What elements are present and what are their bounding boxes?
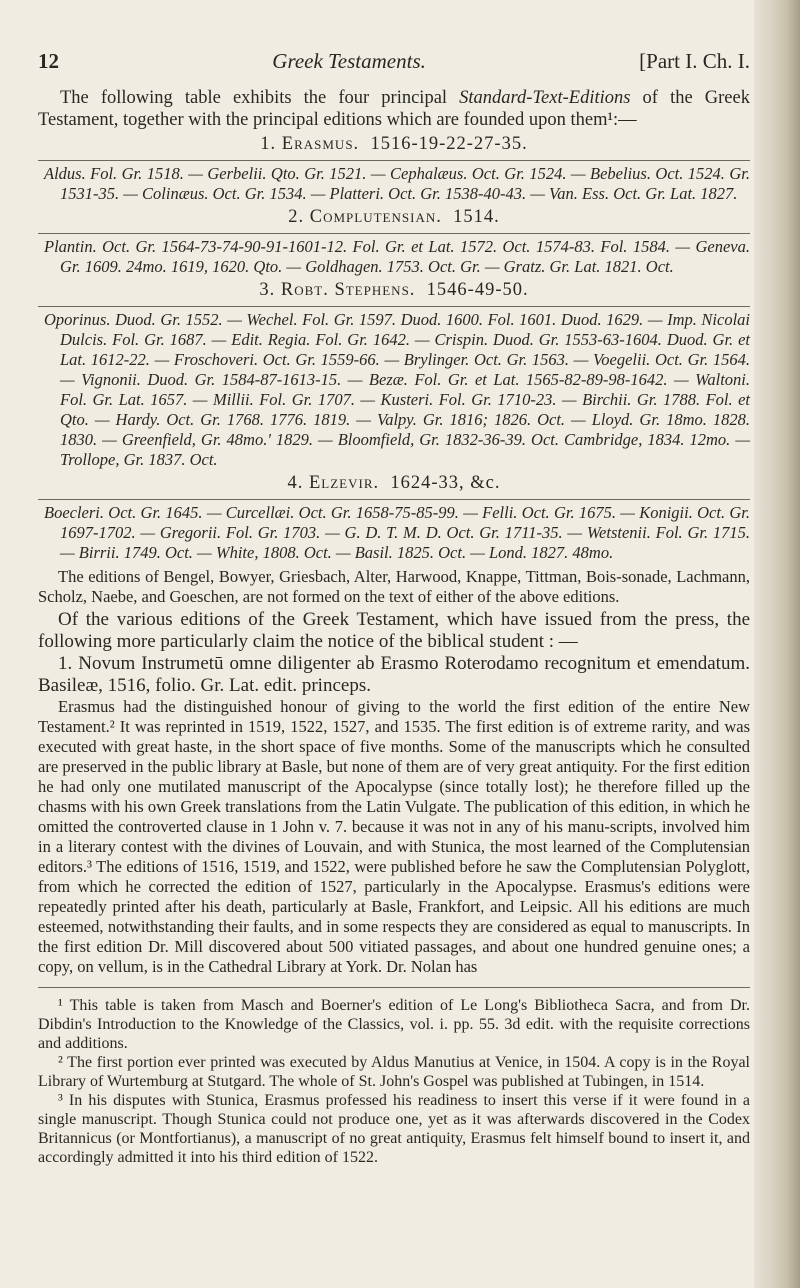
footnote: ³ In his disputes with Stunica, Erasmus professed his readiness to insert this verse if it were found in a single manuscript. Though Stunica could not produce one, yet as it was afterwards discovered in the Codex Britannicus (or Montfortianus), a manuscript of no great antiquity, Erasmus felt himself bound to insert it, and accordingly admitted it into his third edition of 1522.	[38, 1092, 750, 1166]
edition-body: Oporinus. Duod. Gr. 1552. — Wechel. Fol. Gr. 1597. Duod. 1600. Fol. 1601. Duod. 1629. — Imp. Nicolai Dulcis. Fol. Gr. 1687. — Edit. Regia. Fol. Gr. 1642. — Crispin. Duod. Gr. 1553-63-1604. Duod. Gr. et Lat. 1612-22. — Froschoveri. Oct. Gr. 1559-66. — Brylinger. Oct. Gr. 1563. — Voegelii. Oct. Gr. 1564. — Vignonii. Duod. Gr. 1584-87-1613-15. — Bezæ. Fol. Gr. et Lat. 1565-82-89-98-1642. — Waltoni. Fol. Gr. Lat. 1657. — Millii. Fol. Gr. 1707. — Kusteri. Fol. Gr. 1710-23. — Birchii. Gr. 1788. Fol. et Qto. — Hardy. Oct. Gr. 1768. 1776. 1819. — Valpy. Gr. 1816; 1826. Oct. — Lloyd. Gr. 18mo. 1828. 1830. — Greenfield, Gr. 48mo.' 1829. — Bloomfield, Gr. 1832-36-39. Oct. Cambridge, 1834. 12mo. — Trollope, Gr. 1837. Oct.	[44, 310, 750, 469]
intro-text-after: of the Greek Testament, together with the principal editions which are founded upon them¹:—	[38, 88, 750, 130]
erasmus-paragraph: Erasmus had the distinguished honour of giving to the world the first edition of the entire New Testament.² It was reprinted in 1519, 1522, 1527, and 1535. The first edition is of extreme rarity, and was executed with great haste, in the short space of five months. Some of the manuscripts which he consulted are preserved in the public library at Basle, but none of them are of very great antiquity. For the first edition he had only one mutilated manuscript of the Apocalypse (since totally lost); he therefore filled up the chasms with his own Greek translations from the Latin Vulgate. The publication of this edition, in which he omitted the controverted clause in 1 John v. 7. because it was not in any of his manu-scripts, involved him in a literary contest with the divines of Louvain, and with Stunica, the most learned of the Complutensian editors.³ The editions of 1516, 1519, and 1522, were published before he saw the Complutensian Polyglott, from which he corrected the edition of 1527, particularly in the Apocalypse. Erasmus's editions were repeatedly printed after his death, particularly at Basle, Frankfort, and Leipsic. All his editions are much esteemed, notwithstanding their faults, and in some respects they are considered as equal to manuscripts. In the first edition Dr. Mill discovered about 500 vitiated passages, and about one hundred genuine ones; a copy, on vellum, is in the Cathedral Library at York. Dr. Nolan has	[38, 697, 750, 976]
footnote: ¹ This table is taken from Masch and Boerner's edition of Le Long's Bibliotheca Sacra, and from Dr. Dibdin's Introduction to the Knowledge of the Classics, vol. i. pp. 55. 3d edit. with the requisite corrections and additions.	[38, 997, 750, 1052]
footnote-rule	[38, 987, 750, 988]
intro-emphasis: Standard-Text-Editions	[459, 88, 631, 108]
edition-body: Plantin. Oct. Gr. 1564-73-74-90-91-1601-12. Fol. Gr. et Lat. 1572. Oct. 1574-83. Fol. 1584. — Geneva. Gr. 1609. 24mo. 1619, 1620. Qto. — Goldhagen. 1753. Oct. Gr. — Gratz. Gr. Lat. 1821. Oct.	[44, 237, 750, 276]
table-rule	[38, 160, 750, 161]
edition-heading	[38, 208, 750, 227]
edition-heading	[38, 135, 750, 154]
page-content	[38, 49, 750, 1167]
edition-dates: 1516-19-22-27-35.	[370, 134, 528, 154]
edition-name: Complutensian.	[309, 207, 442, 227]
intro-paragraph	[38, 87, 750, 131]
edition-name: Elzevir.	[308, 473, 380, 493]
edition-heading	[38, 281, 750, 300]
various-editions-paragraph: Of the various editions of the Greek Testament, which have issued from the press, the following more particularly claim the notice of the biblical student : —	[38, 609, 750, 652]
edition-body: Aldus. Fol. Gr. 1518. — Gerbelii. Qto. Gr. 1521. — Cephalæus. Oct. Gr. 1524. — Bebelius. Oct. 1524. Gr. 1531-35. — Colinæus. Oct. Gr. 1534. — Platteri. Oct. Gr. 1538-40-43. — Van. Ess. Oct. Gr. Lat. 1827.	[44, 164, 750, 203]
footnote: ² The first portion ever printed was executed by Aldus Manutius at Venice, in 1504. A copy is in the Royal Library of Wurtemburg at Stutgard. The whole of St. John's Gospel was published at Tubingen, in 1514.	[38, 1054, 750, 1090]
page-spine-shadow	[754, 0, 800, 1288]
edition-name: Robt. Stephens.	[280, 280, 416, 300]
item-one-title: 1. Novum Instrumetū omne diligenter ab Erasmo Roterodamo recognitum et emendatum. Basileæ, 1516, folio. Gr. Lat. edit. princeps.	[38, 653, 750, 696]
edition-dates: 1624-33, &c.	[390, 473, 501, 493]
page-number: 12	[38, 49, 59, 73]
part-chapter: [Part I. Ch. I.	[639, 49, 750, 73]
running-title: Greek Testaments.	[272, 49, 426, 73]
edition-name: Erasmus.	[281, 134, 360, 154]
edition-dates: 1514.	[453, 207, 500, 227]
table-rule	[38, 233, 750, 234]
intro-text-before: The following table exhibits the four principal	[60, 88, 460, 108]
table-rule	[38, 499, 750, 500]
edition-number: 4.	[287, 473, 304, 493]
edition-number: 1.	[260, 134, 277, 154]
running-header	[38, 49, 750, 73]
edition-number: 3.	[259, 280, 276, 300]
editions-note-paragraph: The editions of Bengel, Bowyer, Griesbach, Alter, Harwood, Knappe, Tittman, Bois-sonade, Lachmann, Scholz, Naebe, and Goeschen, are not formed on the text of either of the above editions.	[38, 567, 750, 606]
edition-body: Boecleri. Oct. Gr. 1645. — Curcellæi. Oct. Gr. 1658-75-85-99. — Felli. Oct. Gr. 1675. — Konigii. Oct. Gr. 1697-1702. — Gregorii. Fol. Gr. 1703. — G. D. T. M. D. Oct. Gr. 1711-35. — Wetstenii. Fol. Gr. 1715. — Birrii. 1749. Oct. — White, 1808. Oct. — Basil. 1825. Oct. — Lond. 1827. 48mo.	[44, 503, 750, 562]
edition-dates: 1546-49-50.	[426, 280, 529, 300]
edition-number: 2.	[288, 207, 305, 227]
table-rule	[38, 306, 750, 307]
edition-heading	[38, 474, 750, 493]
